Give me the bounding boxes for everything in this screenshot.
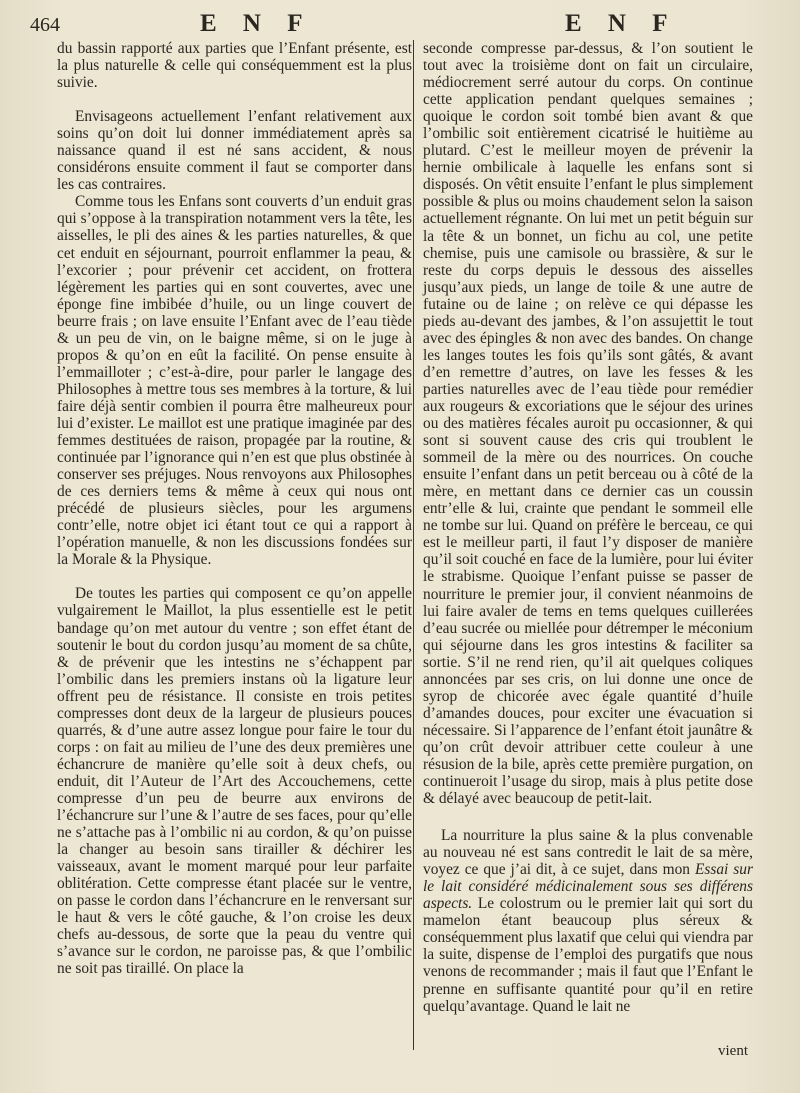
page-header — [30, 8, 760, 38]
left-paragraph-1: du bassin rapporté aux parties que l’Enfant présente, est la plus naturelle & celle qui conséquemment est la plus suivie. — [57, 40, 412, 92]
column-divider — [413, 40, 414, 1050]
left-paragraph-2: Envisageons actuellement l’enfant relativement aux soins qu’on doit lui donner immédiatement après sa naissance quand il est né sans accident, & nous considérons ensuite comment il faut se comporter dans les cas contraires. — [57, 108, 412, 194]
page-number: 464 — [30, 14, 60, 36]
left-column — [57, 40, 412, 977]
right-column — [423, 40, 753, 1015]
right-paragraph-2-start: La nourriture la plus saine & la plus convenable au nouveau né est sans contredit le lait de sa mère, voyez ce que j’ai dit, à ce sujet, dans mon — [423, 827, 753, 879]
left-paragraph-4: De toutes les parties qui composent ce qu’on appelle vulgairement le Maillot, la plus essentielle est le petit bandage qu’on met autour du ventre ; son effet étant de soutenir le bout du cordon jusqu’au moment de sa chûte, & de prévenir que les intestins ne s’échappent par l’ombilic dans les premiers instans où la ligature leur offrent peu de résistance. Il consiste en trois petites compresses dont deux de la largeur de plusieurs pouces quarrés, & d’une autre assez longue pour faire le tour du corps : on fait au milieu de l’une des deux premières une échancrure de manière qu’elle soit à deux chefs, ou enduit, dit l’Auteur de l’Art des Accouchemens, cette compresse d’un peu de beurre aux environs de l’échancrure sur l’une & l’autre de ses faces, pour qu’elle ne s’attache pas à l’ombilic ni au cordon, & qu’on puisse la changer au besoin sans tirailler & déchirer les vaisseaux, avant le moment marqué pour leur parfaite oblitération. Cette compresse étant placée sur le ventre, on passe le cordon dans l’échancrure en le renversant sur le haut & vers le côté gauche, & l’on croise les deux chefs au-dessous, de sorte que la peau du ventre qui s’avance sur le cordon, ne paroisse pas, & que l’ombilic ne soit pas tiraillé. On place la — [57, 585, 412, 978]
running-head-left: E N F — [200, 10, 313, 37]
right-paragraph-2-end: Le colostrum ou le premier lait qui sort du mamelon étant beaucoup plus séreux & conséquemment plus laxatif que celui qui viendra par la suite, dispense de l’emploi des purgatifs que nous venons de recommander ; mais il faut que l’Enfant le prenne en suffisante quantité pour qu’il en retire quelqu’avantage. Quand le lait ne — [423, 895, 753, 1015]
right-paragraph-2 — [423, 827, 753, 1015]
catchword: vient — [718, 1043, 748, 1059]
left-paragraph-3: Comme tous les Enfans sont couverts d’un enduit gras qui s’oppose à la transpiration notamment vers la tête, les aisselles, le pli des aines & les parties naturelles, & que cet enduit en séjournant, pourroit enflammer la peau, & l’excorier ; pour prévenir cet accident, on frottera légèrement les parties qui en sont couvertes, avec une éponge fine imbibée d’huile, ou un linge couvert de beurre frais ; on lave ensuite l’Enfant avec de l’eau tiède & un peu de vin, on le baigne même, si on le juge à propos & qu’on en eût la facilité. On pense ensuite à l’emmailloter ; c’est-à-dire, pour parler le langage des Philosophes à mettre tous ses membres à la torture, & lui faire déjà sentir combien il pourra être malheureux pour lui d’exister. Le maillot est une pratique imaginée par des femmes destituées de raison, propagée par la routine, & continuée par l’ignorance qui n’en est que plus obstinée à conserver ses préjuges. Nous renvoyons aux Philosophes de ces derniers tems & même à ceux qui nous ont précédé de plusieurs siècles, pour les argumens contr’elle, notre objet ici étant tout ce qui a rapport à l’opération manuelle, & non les discussions fondées sur la Morale & la Physique. — [57, 193, 412, 569]
right-paragraph-1: seconde compresse par-dessus, & l’on soutient le tout avec la troisième dont on fait un circulaire, médiocrement serré autour du corps. On continue cette application pendant quelques semaines ; quoique le cordon soit tombé bien avant & que l’ombilic soit entièrement cicatrisé le huitième au plutard. C’est le meilleur moyen de prévenir la hernie ombilicale à laquelle les enfans sont si disposés. On vêtit ensuite l’enfant le plus simplement possible & plus ou moins chaudement selon la saison actuellement régnante. On lui met un petit béguin sur la tête & un bonnet, un fichu au col, une petite chemise, puis une camisole ou brassière, & sur le reste du corps depuis le dessous des aisselles jusqu’aux pieds, un lange de toile & une autre de futaine ou de laine ; on relève ce qui dépasse les pieds au-devant des jambes, & l’on assujettit le tout avec des épingles & non avec des bandes. On change les langes toutes les fois qu’ils sont gâtés, & avant d’en remettre d’autres, on lave les fesses & les parties naturelles avec de l’eau tiède pour remédier aux rougeurs & excoriations que le séjour des urines ou des matières fécales auroit pu occasionner, & qui sont si souvent cause des cris qui troublent le sommeil de la mère ou des nourrices. On couche ensuite l’enfant dans un petit berceau ou à côté de la mère, en mettant dans ce dernier cas un coussin entr’elle & lui, crainte que pendant le sommeil elle ne tombe sur lui. Quand on préfère le berceau, ce qui est le meilleur parti, il faut l’y disposer de manière qu’il soit couché en face de la lumière, pour lui éviter le strabisme. Quoique l’enfant puisse se passer de nourriture le premier jour, il convient néanmoins de lui faire avaler de tems en tems quelques cuillerées d’eau sucrée ou miellée pour détremper le méconium qui séjourne dans les gros intestins & faciliter sa sortie. S’il ne rend rien, qu’il ait quelques coliques annoncées par ses cris, on lui donne une once de syrop de chicorée avec égale quantité d’huile d’amandes douces, pour exciter une évacuation si nécessaire. Si l’apparence de l’enfant étoit jaunâtre & qu’on crût devoir attribuer cette couleur à une résusion de la bile, après cette première purgation, on continueroit l’usage du sirop, mais à plus petite dose & délayé avec beaucoup de petit-lait. — [423, 40, 753, 808]
running-head-right: E N F — [565, 10, 678, 37]
book-title-italic: Essai sur le lait considéré médicinalement sous ses différens aspects. — [423, 861, 753, 913]
